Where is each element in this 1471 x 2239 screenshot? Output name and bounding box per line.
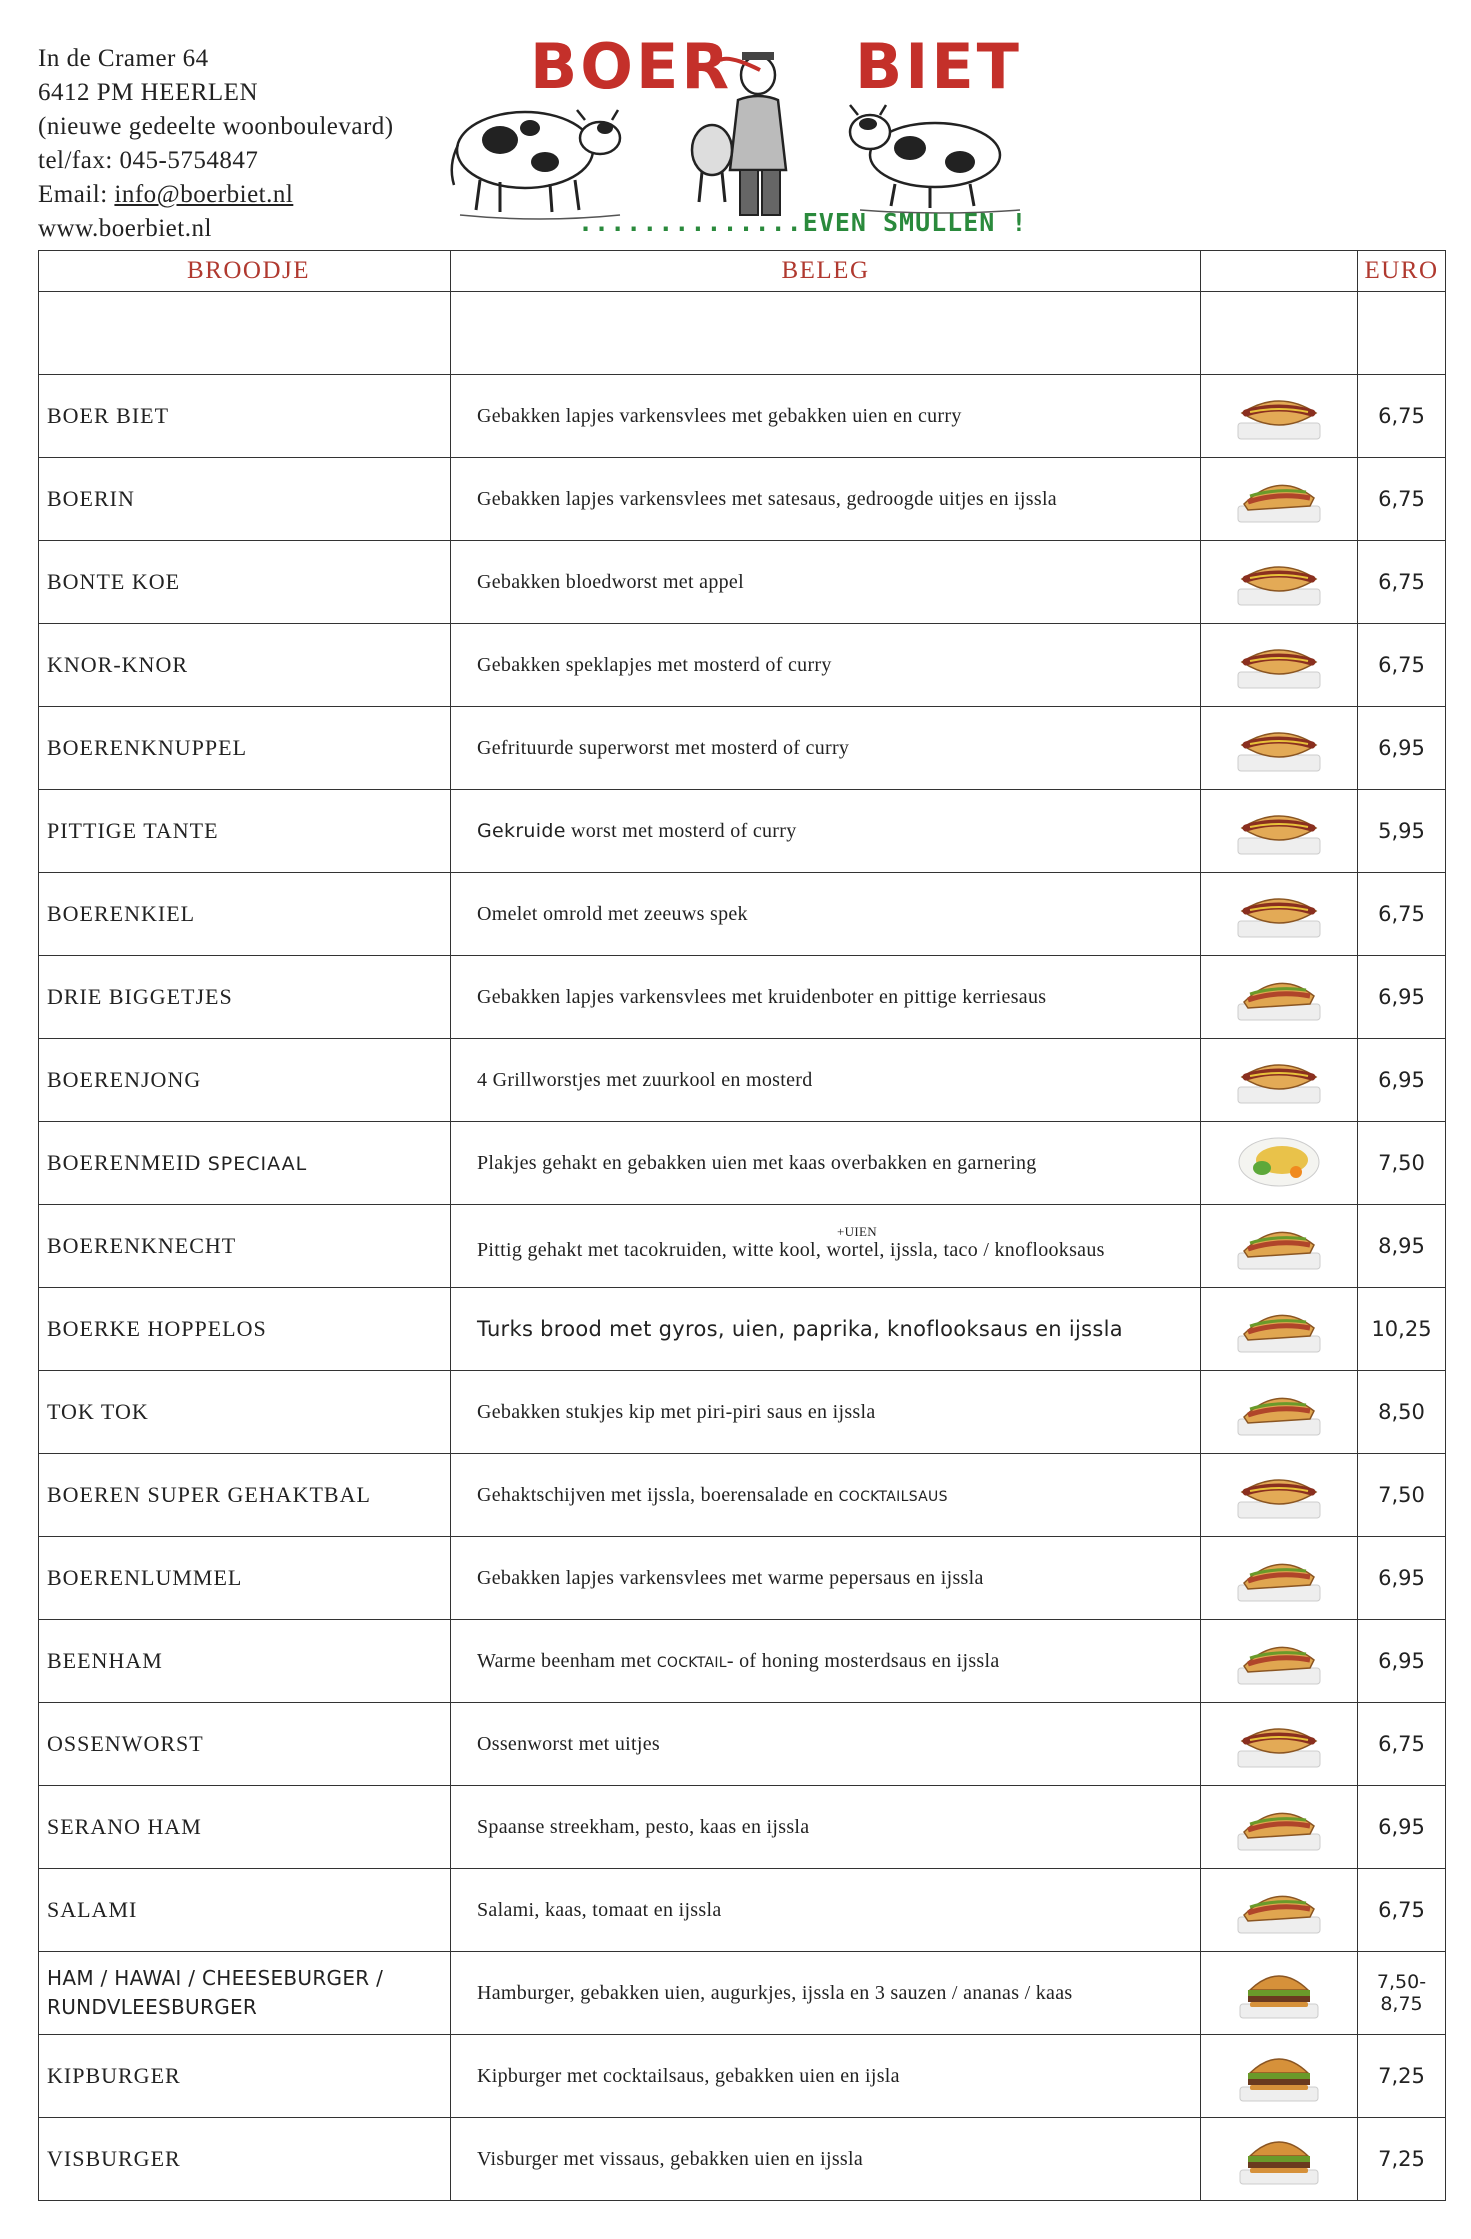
website: www.boerbiet.nl [38, 215, 212, 242]
item-image [1201, 375, 1358, 458]
item-description: Gebakken bloedworst met appel [451, 541, 1201, 624]
hotdog-icon [1234, 1711, 1324, 1778]
hotdog-icon [1234, 1462, 1324, 1529]
item-name: BOERENKNUPPEL [39, 707, 451, 790]
hotdog-icon [1234, 1047, 1324, 1114]
item-description: Turks brood met gyros, uien, paprika, knoflooksaus en ijssla [451, 1288, 1201, 1371]
item-name: BOERENLUMMEL [39, 1537, 451, 1620]
item-description: Gebakken lapjes varkensvlees met satesaus, gedroogde uitjes en ijssla [451, 458, 1201, 541]
table-row [39, 375, 1446, 458]
hotdog-icon [1234, 798, 1324, 865]
item-name: BOERKE HOPPELOS [39, 1288, 451, 1371]
item-name: BOEREN SUPER GEHAKTBAL [39, 1454, 451, 1537]
item-name: BOER BIET [39, 375, 451, 458]
item-name: TOK TOK [39, 1371, 451, 1454]
description-note: +UIEN [837, 1223, 877, 1239]
item-price: 7,50 [1358, 1122, 1446, 1205]
item-description: Spaanse streekham, pesto, kaas en ijssla [451, 1786, 1201, 1869]
table-row [39, 1371, 1446, 1454]
brand-word-left: BOER [530, 30, 733, 103]
item-image [1201, 1371, 1358, 1454]
item-image [1201, 458, 1358, 541]
item-name: BONTE KOE [39, 541, 451, 624]
item-image [1201, 541, 1358, 624]
column-header-beleg: BELEG [451, 251, 1201, 292]
item-price: 6,75 [1358, 458, 1446, 541]
item-price: 6,75 [1358, 624, 1446, 707]
column-header-euro: EURO [1358, 251, 1446, 292]
item-price: 5,95 [1358, 790, 1446, 873]
item-price: 7,25 [1358, 2118, 1446, 2201]
item-price: 6,75 [1358, 1703, 1446, 1786]
table-row [39, 1122, 1446, 1205]
item-name: PITTIGE TANTE [39, 790, 451, 873]
table-row [39, 1952, 1446, 2035]
table-spacer-row [39, 292, 1446, 375]
item-description: Omelet omrold met zeeuws spek [451, 873, 1201, 956]
column-header-broodje: BROODJE [39, 251, 451, 292]
item-name: BEENHAM [39, 1620, 451, 1703]
brand-word-right: BIET [855, 30, 1022, 103]
sandwich-icon [1234, 1213, 1324, 1280]
table-row [39, 790, 1446, 873]
item-price: 7,50 [1358, 1454, 1446, 1537]
item-price: 6,75 [1358, 873, 1446, 956]
item-description: Gebakken speklapjes met mosterd of curry [451, 624, 1201, 707]
table-row [39, 541, 1446, 624]
table-row [39, 624, 1446, 707]
cow-left-icon [452, 110, 620, 219]
item-price: 6,95 [1358, 1786, 1446, 1869]
table-row [39, 956, 1446, 1039]
plate-icon [1234, 1130, 1324, 1197]
item-price: 6,75 [1358, 1869, 1446, 1952]
item-image [1201, 1620, 1358, 1703]
tagline: ..............EVEN SMULLEN ! [578, 208, 1028, 237]
item-price: 6,95 [1358, 1039, 1446, 1122]
item-image [1201, 1205, 1358, 1288]
table-row [39, 1288, 1446, 1371]
item-description: Gebakken lapjes varkensvlees met warme pepersaus en ijssla [451, 1537, 1201, 1620]
item-description: +UIEN Pittig gehakt met tacokruiden, witte kool, wortel, ijssla, taco / knoflooksaus [451, 1205, 1201, 1288]
table-row [39, 1205, 1446, 1288]
table-row [39, 1620, 1446, 1703]
item-description: Gebakken lapjes varkensvlees met kruidenboter en pittige kerriesaus [451, 956, 1201, 1039]
item-image [1201, 1703, 1358, 1786]
item-image [1201, 624, 1358, 707]
address-line: (nieuwe gedeelte woonboulevard) [38, 113, 394, 140]
item-description: Plakjes gehakt en gebakken uien met kaas overbakken en garnering [451, 1122, 1201, 1205]
item-description: Gebakken stukjes kip met piri-piri saus en ijssla [451, 1371, 1201, 1454]
address-line: 6412 PM HEERLEN [38, 79, 258, 106]
burger-icon [1234, 2126, 1324, 2193]
item-image [1201, 1039, 1358, 1122]
burger-icon [1234, 1960, 1324, 2027]
address-line: In de Cramer 64 [38, 45, 209, 72]
item-name: SERANO HAM [39, 1786, 451, 1869]
address-block [38, 42, 394, 246]
item-price: 10,25 [1358, 1288, 1446, 1371]
table-row [39, 1454, 1446, 1537]
item-price: 7,25 [1358, 2035, 1446, 2118]
email-line: Email: info@boerbiet.nl [38, 181, 294, 208]
item-description: Visburger met vissaus, gebakken uien en ijssla [451, 2118, 1201, 2201]
sandwich-icon [1234, 466, 1324, 533]
item-image [1201, 1952, 1358, 2035]
table-row [39, 1869, 1446, 1952]
column-header-image [1201, 251, 1358, 292]
item-price: 8,95 [1358, 1205, 1446, 1288]
item-image [1201, 2035, 1358, 2118]
sandwich-icon [1234, 1794, 1324, 1861]
logo [440, 20, 1080, 245]
item-image [1201, 707, 1358, 790]
table-row [39, 1537, 1446, 1620]
hotdog-icon [1234, 632, 1324, 699]
address-line: tel/fax: 045-5754847 [38, 147, 259, 174]
item-price: 6,95 [1358, 1537, 1446, 1620]
item-name: KNOR-KNOR [39, 624, 451, 707]
item-price: 7,50-8,75 [1358, 1952, 1446, 2035]
item-description: Warme beenham met COCKTAIL- of honing mosterdsaus en ijssla [451, 1620, 1201, 1703]
item-name: BOERENKIEL [39, 873, 451, 956]
item-price: 6,95 [1358, 1620, 1446, 1703]
item-image [1201, 790, 1358, 873]
table-row [39, 1786, 1446, 1869]
item-image [1201, 1537, 1358, 1620]
burger-icon [1234, 2043, 1324, 2110]
table-row [39, 873, 1446, 956]
item-image [1201, 1454, 1358, 1537]
item-description: Kipburger met cocktailsaus, gebakken uien en ijsla [451, 2035, 1201, 2118]
item-price: 6,95 [1358, 956, 1446, 1039]
table-row [39, 707, 1446, 790]
item-description: Gehaktschijven met ijssla, boerensalade en COCKTAILSAUS [451, 1454, 1201, 1537]
hotdog-icon [1234, 881, 1324, 948]
item-name: KIPBURGER [39, 2035, 451, 2118]
hotdog-icon [1234, 383, 1324, 450]
table-row [39, 1039, 1446, 1122]
table-row [39, 2118, 1446, 2201]
item-image [1201, 1869, 1358, 1952]
sandwich-icon [1234, 964, 1324, 1031]
item-image [1201, 873, 1358, 956]
item-image [1201, 956, 1358, 1039]
table-header-row [39, 251, 1446, 292]
item-name: BOERENKNECHT [39, 1205, 451, 1288]
item-name: BOERIN [39, 458, 451, 541]
item-image [1201, 2118, 1358, 2201]
table-row [39, 458, 1446, 541]
item-price: 6,75 [1358, 375, 1446, 458]
item-image [1201, 1122, 1358, 1205]
sandwich-icon [1234, 1296, 1324, 1363]
menu-table [38, 250, 1446, 2201]
item-image [1201, 1288, 1358, 1371]
email-link[interactable]: info@boerbiet.nl [114, 181, 294, 208]
item-name: OSSENWORST [39, 1703, 451, 1786]
item-name: BOERENJONG [39, 1039, 451, 1122]
item-name: HAM / HAWAI / CHEESEBURGER / RUNDVLEESBURGER [39, 1952, 451, 2035]
table-row [39, 2035, 1446, 2118]
item-name: VISBURGER [39, 2118, 451, 2201]
sandwich-icon [1234, 1379, 1324, 1446]
item-price: 8,50 [1358, 1371, 1446, 1454]
item-name: SALAMI [39, 1869, 451, 1952]
hotdog-icon [1234, 715, 1324, 782]
item-description: Gekruide worst met mosterd of curry [451, 790, 1201, 873]
item-price: 6,95 [1358, 707, 1446, 790]
item-name: BOERENMEID SPECIAAL [39, 1122, 451, 1205]
table-row [39, 1703, 1446, 1786]
item-name: DRIE BIGGETJES [39, 956, 451, 1039]
item-image [1201, 1786, 1358, 1869]
item-description: 4 Grillworstjes met zuurkool en mosterd [451, 1039, 1201, 1122]
cow-right-icon [850, 105, 1020, 213]
item-description: Salami, kaas, tomaat en ijssla [451, 1869, 1201, 1952]
sandwich-icon [1234, 1877, 1324, 1944]
item-price: 6,75 [1358, 541, 1446, 624]
item-description: Gefrituurde superworst met mosterd of curry [451, 707, 1201, 790]
sandwich-icon [1234, 1545, 1324, 1612]
sandwich-icon [1234, 1628, 1324, 1695]
item-description: Hamburger, gebakken uien, augurkjes, ijssla en 3 sauzen / ananas / kaas [451, 1952, 1201, 2035]
item-description: Ossenworst met uitjes [451, 1703, 1201, 1786]
hotdog-icon [1234, 549, 1324, 616]
item-description: Gebakken lapjes varkensvlees met gebakken uien en curry [451, 375, 1201, 458]
